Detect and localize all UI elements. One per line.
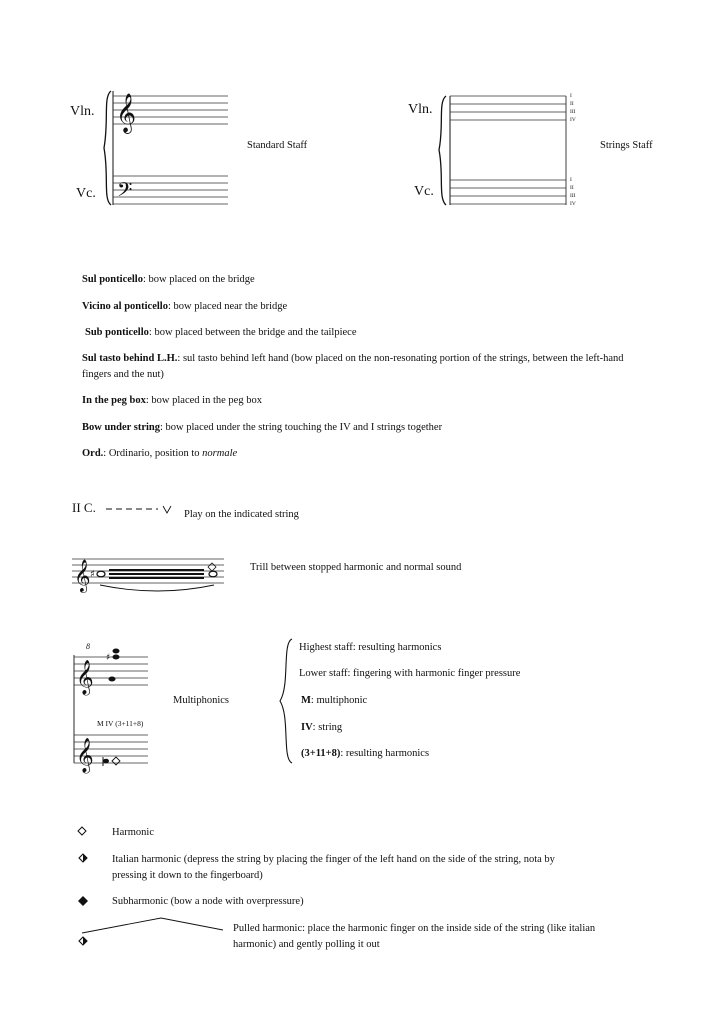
multiphonic-note: Highest staff: resulting harmonics: [299, 642, 442, 653]
multiphonic-note: Lower staff: fingering with harmonic finger pressure: [299, 668, 521, 679]
svg-text:𝄢: 𝄢: [117, 178, 133, 206]
multiphonic-note: (3+11+8): resulting harmonics: [301, 748, 430, 759]
subharmonic-diamond-icon: [78, 896, 88, 906]
definition-item: Vicino al ponticello: bow placed near the bridge: [82, 301, 288, 312]
italian-harmonic-icon: [79, 854, 87, 862]
definition-item: Sul ponticello: bow placed on the bridge: [82, 274, 255, 285]
string-number: II: [570, 101, 574, 107]
octave-mark: 8: [86, 642, 90, 651]
definition-item: Bow under string: bow placed under the string touching the IV and I strings together: [82, 422, 443, 433]
string-symbol: II C.: [72, 500, 96, 515]
string-number: IV: [570, 201, 576, 207]
multiphonic-note: M: multiphonic: [301, 695, 368, 706]
definition-item: In the peg box: bow placed in the peg box: [82, 395, 262, 406]
string-number: III: [570, 193, 576, 199]
trill-staff-graphic: [0, 545, 724, 605]
svg-text:𝄞: 𝄞: [74, 559, 91, 592]
svg-text:♯: ♯: [90, 569, 95, 580]
harmonic-label: Harmonic: [112, 827, 154, 838]
strings-staff-caption: Strings Staff: [600, 140, 653, 151]
definition-item: Ord.: Ordinario, position to normale: [82, 448, 238, 459]
standard-staff-caption: Standard Staff: [247, 140, 308, 151]
multiphonics-staff-graphic: [0, 635, 724, 785]
definition-item: Sul tasto behind L.H.: sul tasto behind left hand (bow placed on the non-resonating portion of the strings, between the left-hand fingers and the nut): [82, 353, 624, 380]
string-indication-caption: Play on the indicated string: [184, 509, 299, 520]
string-number: IV: [570, 117, 576, 123]
svg-text:♯: ♯: [106, 653, 111, 663]
cello-label: Vc.: [76, 186, 96, 201]
cello-label: Vc.: [414, 184, 434, 199]
svg-text:𝄞: 𝄞: [76, 660, 94, 695]
svg-text:𝄞: 𝄞: [116, 93, 137, 133]
multiphonic-staff-text: M IV (3+11+8): [97, 719, 144, 728]
pulled-harmonic-icon: [79, 918, 223, 945]
svg-text:𝄞: 𝄞: [76, 738, 94, 773]
violin-label: Vln.: [408, 102, 433, 117]
multiphonic-note: IV: string: [301, 722, 343, 733]
dashed-extension-line: [0, 495, 724, 535]
string-number: II: [570, 185, 574, 191]
string-number: III: [570, 109, 576, 115]
subharmonic-label: Subharmonic (bow a node with overpressure): [112, 896, 304, 907]
definition-item: Sub ponticello: bow placed between the bridge and the tailpiece: [85, 327, 357, 338]
trill-caption: Trill between stopped harmonic and normal sound: [250, 562, 462, 573]
harmonic-diamond-icon: [78, 827, 86, 835]
string-number: I: [570, 93, 572, 99]
multiphonics-label: Multiphonics: [173, 695, 230, 706]
italian-harmonic-label: Italian harmonic (depress the string by placing the finger of the left hand on the side of the string, nota by pressing it down to the fingerboard): [112, 854, 555, 881]
standard-staff-graphic: [0, 0, 724, 260]
string-number: I: [570, 177, 572, 183]
violin-label: Vln.: [70, 104, 95, 119]
pulled-harmonic-label: Pulled harmonic: place the harmonic finger on the inside side of the string (like italian harmonic) and gently polling it out: [233, 923, 596, 950]
